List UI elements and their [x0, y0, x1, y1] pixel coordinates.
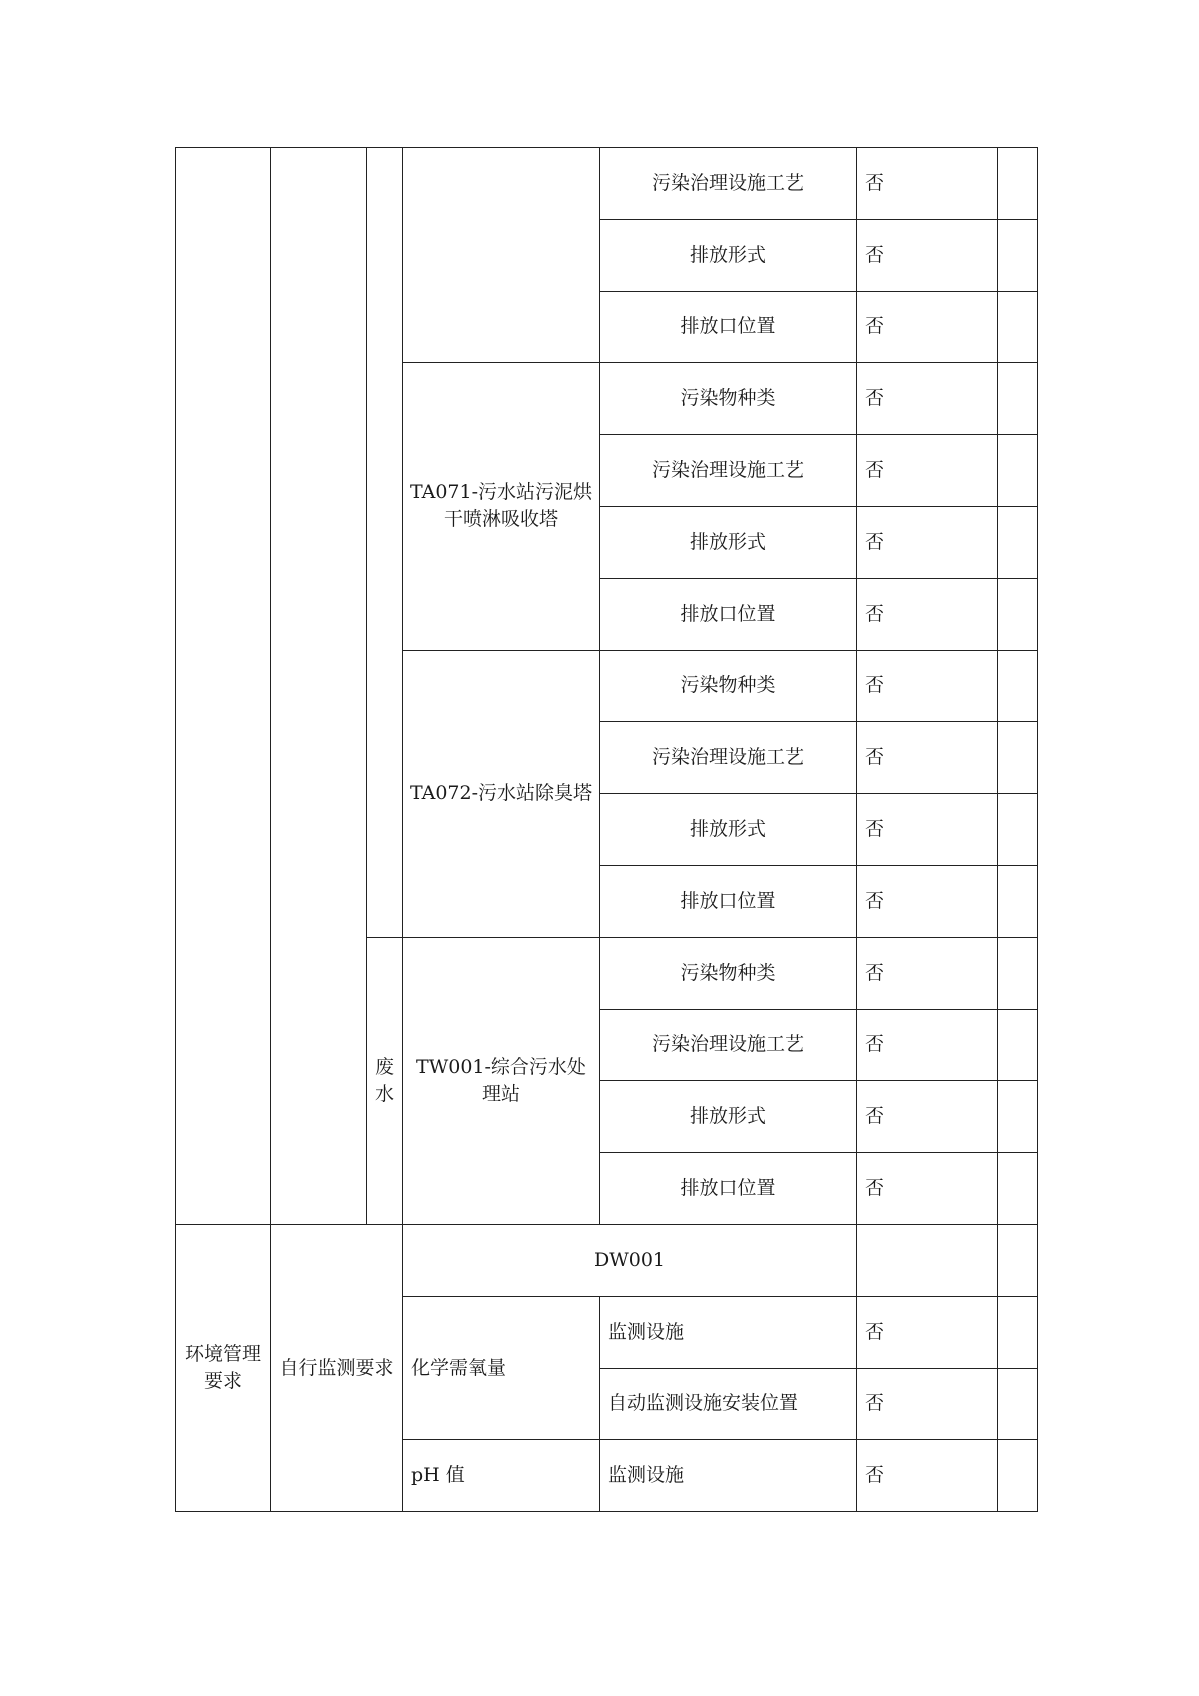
field-outlet-location: 排放口位置 — [600, 291, 857, 363]
change-value: 否 — [857, 1153, 998, 1225]
field-discharge-form: 排放形式 — [600, 506, 857, 578]
remark-cell — [998, 435, 1038, 507]
field-outlet-location: 排放口位置 — [600, 578, 857, 650]
field-pollutant-type: 污染物种类 — [600, 650, 857, 722]
remark-cell — [998, 363, 1038, 435]
subcategory-cell-empty — [271, 148, 367, 1225]
field-discharge-form: 排放形式 — [600, 1081, 857, 1153]
change-value: 否 — [857, 1368, 998, 1440]
change-value: 否 — [857, 148, 998, 220]
remark-cell — [998, 1224, 1038, 1296]
field-discharge-form: 排放形式 — [600, 794, 857, 866]
remark-cell — [998, 1296, 1038, 1368]
remark-cell — [998, 937, 1038, 1009]
remark-cell — [998, 794, 1038, 866]
outlet-id: DW001 — [403, 1224, 857, 1296]
item-cod: 化学需氧量 — [403, 1296, 600, 1440]
field-monitoring-facility: 监测设施 — [600, 1296, 857, 1368]
change-value: 否 — [857, 722, 998, 794]
facility-ta072: TA072-污水站除臭塔 — [403, 650, 600, 937]
change-value: 否 — [857, 363, 998, 435]
change-value: 否 — [857, 650, 998, 722]
type-cell-empty — [367, 148, 403, 938]
field-outlet-location: 排放口位置 — [600, 1153, 857, 1225]
change-value: 否 — [857, 291, 998, 363]
remark-cell — [998, 1153, 1038, 1225]
change-value: 否 — [857, 578, 998, 650]
facility-cell-empty — [403, 148, 600, 363]
change-value: 否 — [857, 794, 998, 866]
field-treatment-process: 污染治理设施工艺 — [600, 722, 857, 794]
change-value: 否 — [857, 865, 998, 937]
remark-cell — [998, 1081, 1038, 1153]
change-value: 否 — [857, 1009, 998, 1081]
field-treatment-process: 污染治理设施工艺 — [600, 148, 857, 220]
change-value: 否 — [857, 937, 998, 1009]
change-value: 否 — [857, 435, 998, 507]
change-value: 否 — [857, 1296, 998, 1368]
table-row — [176, 1224, 1038, 1296]
remark-cell — [998, 148, 1038, 220]
category-cell-empty — [176, 148, 271, 1225]
field-discharge-form: 排放形式 — [600, 219, 857, 291]
remark-cell — [998, 1009, 1038, 1081]
change-value: 否 — [857, 1081, 998, 1153]
field-monitoring-facility: 监测设施 — [600, 1440, 857, 1512]
remark-cell — [998, 506, 1038, 578]
change-value: 否 — [857, 1440, 998, 1512]
field-outlet-location: 排放口位置 — [600, 865, 857, 937]
remark-cell — [998, 650, 1038, 722]
change-value-empty — [857, 1224, 998, 1296]
field-pollutant-type: 污染物种类 — [600, 937, 857, 1009]
remark-cell — [998, 1440, 1038, 1512]
remark-cell — [998, 865, 1038, 937]
facility-ta071: TA071-污水站污泥烘干喷淋吸收塔 — [403, 363, 600, 650]
field-pollutant-type: 污染物种类 — [600, 363, 857, 435]
change-value: 否 — [857, 506, 998, 578]
change-item-table — [175, 147, 1038, 1512]
table-row — [176, 148, 1038, 220]
category-env-management: 环境管理要求 — [176, 1224, 271, 1511]
field-auto-install-location: 自动监测设施安装位置 — [600, 1368, 857, 1440]
item-ph: pH 值 — [403, 1440, 600, 1512]
field-treatment-process: 污染治理设施工艺 — [600, 435, 857, 507]
facility-tw001: TW001-综合污水处理站 — [403, 937, 600, 1224]
remark-cell — [998, 291, 1038, 363]
remark-cell — [998, 578, 1038, 650]
field-treatment-process: 污染治理设施工艺 — [600, 1009, 857, 1081]
remark-cell — [998, 722, 1038, 794]
subcategory-self-monitoring: 自行监测要求 — [271, 1224, 403, 1511]
remark-cell — [998, 1368, 1038, 1440]
category-wastewater: 废水 — [367, 937, 403, 1224]
remark-cell — [998, 219, 1038, 291]
change-value: 否 — [857, 219, 998, 291]
